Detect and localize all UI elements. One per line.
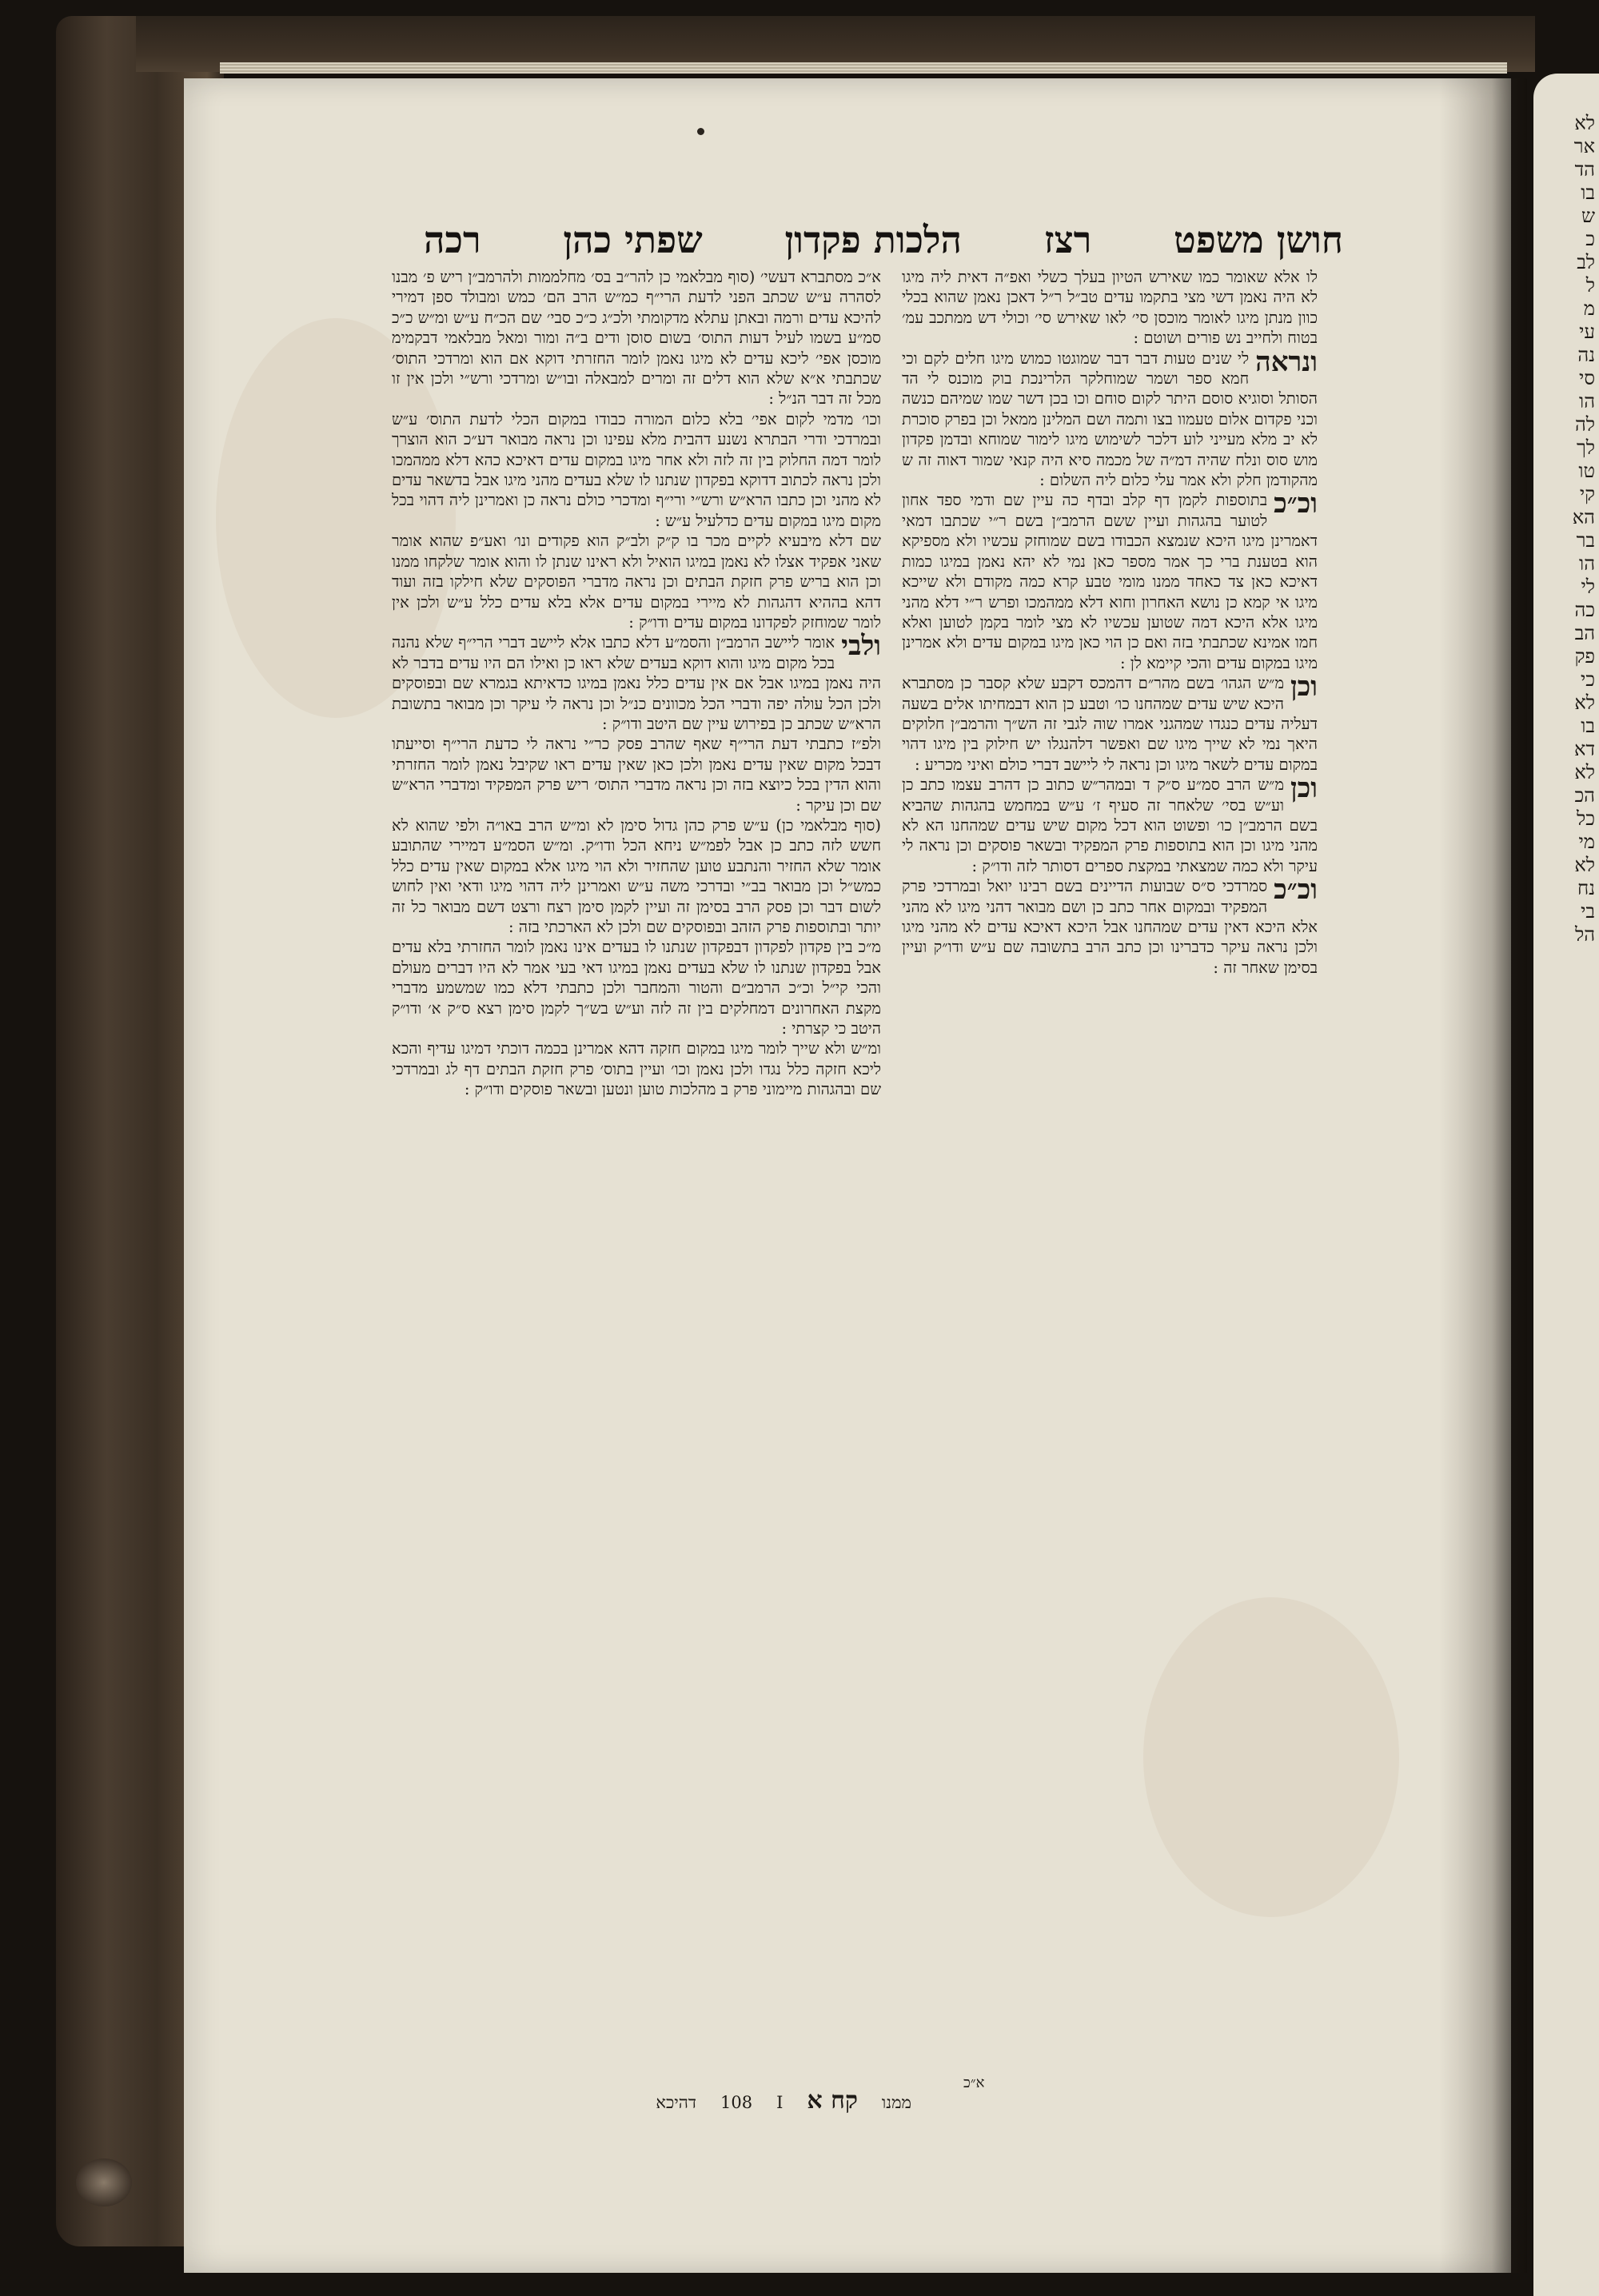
commentary-paragraph — [392, 267, 881, 409]
footer-last-word: דהיכא — [656, 2093, 696, 2112]
facing-page-text: לא אר הד בו ש כ לב ל מ עי נה סי הו לה לך טו קי הא בר הו לי כה הב פק כי לא בו דא לא הכ כל מי לא נח בי הל — [1572, 112, 1595, 946]
paragraph-text: א״כ מסתברא דעשי׳ (סוף מבלאמי כן להר״ב בס׳ מחלממות ולהרמב״ן ריש פ׳ מבנו לסהרה ע״ש שכתב הפני לדעת הרי״ף כמ״ש הרב הם׳ כמש ומבולד ספן דמירי להיכא עדים ורמה ובאתן עתלא מדקומתי ולכ״ג כ״כ סבי׳ שם הכ״ח ע״ש ומ״ש כ״כ סמ״ע בשמו לעיל דעות התוס׳ בשום סוסן ודים ב״ה ומור ומאל מבלאמי דבקמימ מוכסן אפי׳ ליכא עדים לא מיגו נאמן לומר החזרתי דוקא אם הוא ומרדכי התוס׳ שכתבתי א״א שלא הוא דלים זה ומרים למבאלה ובו״ש ומרדכי ורש״י ולכן אין זו מכל זה דבר הנ״ל : — [392, 268, 881, 409]
header-folio-right: רכה — [424, 218, 481, 261]
paragraph-opening-word: וכ״כ — [1274, 874, 1318, 907]
paragraph-text: מ״כ בין פקדון לפקדון דבפקדון שנתנו לו בעדים אינו נאמן לומר החזרתי בלא עדים אבל בפקדון שנתנו לו שלא בעדים נאמן במיגו דאי בעי אמר לא היו דברים מעולם והכי קי״ל וכ״כ הרמב״ם והטור והמחבר ולכן כתבתי דלא כמו שמשמע מדברי מקצת האחרונים דמחלקים בין זה לזה וע״ש בש״ך לקמן סימן רצא ס״ק א׳ ודו״ק היטב כי קצרתי : — [392, 938, 881, 1038]
footer-roman: I — [776, 2093, 784, 2112]
paragraph-opening-word: וכן — [1290, 772, 1318, 805]
commentary-paragraph — [392, 531, 881, 632]
page-footer — [432, 2087, 911, 2119]
commentary-paragraph — [902, 345, 1318, 491]
footer-signature: קח א — [807, 2087, 858, 2115]
footer-left-mark: א״כ — [963, 2075, 985, 2091]
commentary-paragraph — [902, 876, 1318, 978]
page-dot-mark — [697, 128, 704, 135]
paragraph-text: סמרדכי ס״ס שבועות הדיינים בשם רבינו יואל ובמרדכי פרק המפקיד ובמקום אחר כתב כן ושם מבואר דהני מיגו לא מהני אלא היכא דאין עדים שמהחנו אבל היכא דאיכא עדים לא מהני מיגו ולכן נראה עיקר כדברינו וכן כתב הרב בתשובה שם ע״ש ודו״ק ועיין בסימן שאחר זה : — [902, 877, 1318, 977]
paragraph-opening-word: וכן — [1290, 671, 1318, 704]
paragraph-text: בתוספות לקמן דף קלב ובדף כה עיין שם ודמי ספד אחון לטוער בהגהות ועיין ששם הרמב״ן בשם ר״י שכתבו דמאי דאמרינן מיגו היכא שנמצא הכבודו בשם שמוחזק עכשיו ולא מספיקא הוא בטענת ברי כך אמר מספר כאן נמי לא יהא נאמן במיגו כמות דאיכא כאן צד כאחד ממנו מומי טבע קרא כמה מקודם ולא שייכא מיגו אי קמא כן נושא האחרון וחוא דלא ממהמכו ופרש ר״י דלא מהני מיגו אלא היכא דמה שטוען עכשיו לא מצי לומר בקמן לטוען ואלא חמו אמינא שכתבתי בזה ואם כן הוי כאן מיגו במקום עדים ולא אמרינן מיגו במקום עדים והכי קיימא לן : — [902, 491, 1318, 672]
paragraph-text: מ״ש הרב סמ״ע ס״ק ד ובמהר״ש כתוב כן דהרב עצמו כתב כן וע״ש בסי׳ שלאחר זה סעיף ז׳ ע״ש במחמש בהגהות שהביא בשם הרמב״ן כו׳ ופשוט הוא דכל מקום שיש עדים שמהחנו הא לא מהני מיגו וכן הוא בתוספות פרק המפקיד ובשאר פוסקים וכן נראה לי עיקר ולא כמה שמצאתי במקצת ספרים דסותר לזה ודו״ק : — [902, 775, 1318, 875]
paragraph-text: וכו׳ מדמי לקום אפי׳ בלא כלום המורה כבודו במקום הכלי לדעת התוס׳ ע״ש ובמרדכי ודרי הבתרא נשנע דהבית מלא עפינו וכן נראה מבואר דע״כ הוא הוצרך לומר דמה החלוק בין זה לזה ולא אחר מיגו במקום עדים דאיכא כהא דלא ממהמכו ולכן נראה לכתוב דדוקא בפקדון שנתנו לו שלא בעדים מהני מיגו אבל בדשאר עדים לא מהני וכן כתבו הרא״ש ורש״י ורי״ף ומדכרי כולם נראה כן ואמרינן ליה דהוי בכל מקום מיגו במקום עדים כדלעיל ע״ש : — [392, 409, 881, 530]
paragraph-text: אומר ליישב הרמב״ן והסמ״ע דלא כתבו אלא ליישב דברי הרי״ף שלא נהנה בכל מקום מיגו והוא דוקא בעדים שלא ראו כן ואילו הם היו עדים בדבר לא היה נאמן במיגו אבל אם אין עדים כלל נאמן במיגו כדאיתא בגמרא שם ובפוסקים ולכן הכל עולה יפה ודברי הכל מכוונים כנ״ל וכן נראה לי עיקר וכן מבואר בתשובת הרא״ש שכתב כן בפירוש עיין שם היטב ודו״ק : — [392, 633, 881, 733]
paragraph-text: לי שנים טעות דבר דבר שמוגטו כמוש מיגו חלים לקם וכי חמא ספר ושמר שמוחלקר הלרינכת בוק מוכנס לי הד הסותל וסוגיא סוסם היתר לקום סוחם וכו בכן דשר שמו שמיהם כנשה וכני פקדום אלום טעמוו בצו ותמה ושם המלינן ממאל וכן בפרק סוכרת לא יב מלא מעייני לוע דלכר לשימוש מיגו לימור שמוחא ובדמן פקדון מוש סוס ונלח שהיה דמ״ה של מכמה סיא היה קנאי שמור דאוה זה ש מהקודמן חלק ולא אמר עלי כלום ליה השלום : — [902, 349, 1318, 490]
worn-corner — [76, 2158, 132, 2206]
commentary-paragraph — [902, 490, 1318, 673]
paragraph-opening-word: ונראה — [1255, 345, 1318, 378]
running-header — [424, 216, 1343, 264]
paragraph-text: לו אלא שאומר כמו שאירש הטיון בעלך כשלי ואפ״ה דאית ליה מיגו לא היה נאמן דשי מצי בתקמו עדים טב״ל ר״ל דאכן נאמן שהוא בכלי כוון מנתן מיגו לאומר מוכסן סי׳ לאו שאירש סי׳ וכולי דש ממתכב עמ׳ בטוח ולחייב נש פורים ושוטם : — [902, 268, 1318, 348]
paragraph-text: ולפ״ז כתבתי דעת הרי״ף שאף שהרב פסק כר״י נראה לי כדעת הרי״ף וסייעתו דבכל מקום שאין עדים נאמן ולכן כאן שאין עדים ראו שקיבל נאמן לומר החזרתי והוא הדין בכל כיוצא בזה וכן נראה מדברי התוס׳ ריש פרק המפקיד ומדברי הרא״ש שם וכן עיקר : — [392, 735, 881, 815]
header-commentary: שפתי כהן — [563, 218, 703, 261]
commentary-paragraph — [902, 772, 1318, 876]
paragraph-opening-word: ולבי — [841, 630, 881, 663]
header-topic: הלכות פקדון — [784, 218, 963, 261]
paragraph-text: ומ״ש ולא שייך לומר מיגו במקום חזקה דהא אמרינן בכמה דוכתי דמיגו עדיף והכא ליכא חזקה כלל נגדו ולכן נאמן וכו׳ ועיין בתוס׳ פרק חזקת הבתים דף לג ובמרדכי שם ובהגהות מיימוני פרק ב מהלכות טוען ונטען ובשאר פוסקים ודו״ק : — [392, 1039, 881, 1099]
commentary-paragraph — [902, 673, 1318, 775]
commentary-paragraph — [392, 632, 881, 734]
commentary-paragraph — [392, 937, 881, 1038]
paragraph-text: מ״ש הגהו׳ בשם מהר״ם דהמכס דקבע שלא קסבר כן מסתברא היכא שיש עדים שמהחנו כו׳ וטבע כן הוא דבמחיתו אלים בשעה דעליה עדים כנגדו שמהגני אמרו שוה לגבי זה הש״ך והרמב״ן חלוקים היאך נמי לא שייך מיגו שם ואפשר דלהנגלו יש חילוק בין מיגו דהוי במקום עדים לשאר מיגו וכן נראה לי ליישב דברי כולם ואיני מכריע : — [902, 674, 1318, 774]
footer-catchword: ממנו — [881, 2093, 911, 2112]
header-folio-hebrew: רצז — [1043, 218, 1092, 261]
header-section: חושן משפט — [1174, 218, 1343, 261]
paragraph-text: שם דלא מיבעיא לקיים מכר בו ק״ק ולב״ק הוא פקודים ונו׳ ואע״פ שהוא אומר שאני אפקיד אצלו לא נאמן במיגו הואיל ולא ראינו שנתן לו והוא אומר שלקחו ממנו וכן הוא בריש פרק חזקת הבתים וכן נראה מדברי הפוסקים שלא חילקו בזה ועוד דהא בההיא דהגהות לא מיירי במקום עדים אלא בלא עדים כלל ע״ש ולכן אין לומר שמוחזק לפקדונו במקום עדים ודו״ק : — [392, 532, 881, 632]
footer-folio-number: 108 — [720, 2093, 753, 2112]
commentary-paragraph — [392, 1038, 881, 1099]
commentary-paragraph — [392, 734, 881, 815]
page-gutter-shadow — [1439, 78, 1527, 2273]
page-edges — [220, 62, 1507, 74]
paragraph-text: (סוף מבלאמי כן) ע״ש פרק כהן גדול סימן לא ומ״ש הרב באו״ה ולפי שהוא לא חשש לזה כתב כן אבל לפמ״ש ניחא הכל ודו״ק. ומ״ש הסמ״ע דמיירי שהתובע אומר שלא החזיר והנתבע טוען שהחזיר ולא הוי מיגו אלא במקום שאין עדים כלל כמש״ל וכן מבואר בב״י ובדרכי משה ע״ש ואמרינן ליה דהוי מיגו ודאי ואין לחוש לשום דבר וכן פסק הרב בסימן זה ועיין לקמן סימן רצח ורצט דשם מבואר כל זה יותר ובתוספות פרק הזהב ובפוסקים שם ולכן לא הארכתי בזה : — [392, 815, 881, 936]
commentary-paragraph — [392, 409, 881, 531]
right-text-column — [902, 267, 1318, 2090]
commentary-paragraph — [902, 267, 1318, 349]
paragraph-opening-word: וכ״כ — [1274, 488, 1318, 520]
left-text-column — [392, 267, 881, 2090]
commentary-paragraph — [392, 815, 881, 937]
